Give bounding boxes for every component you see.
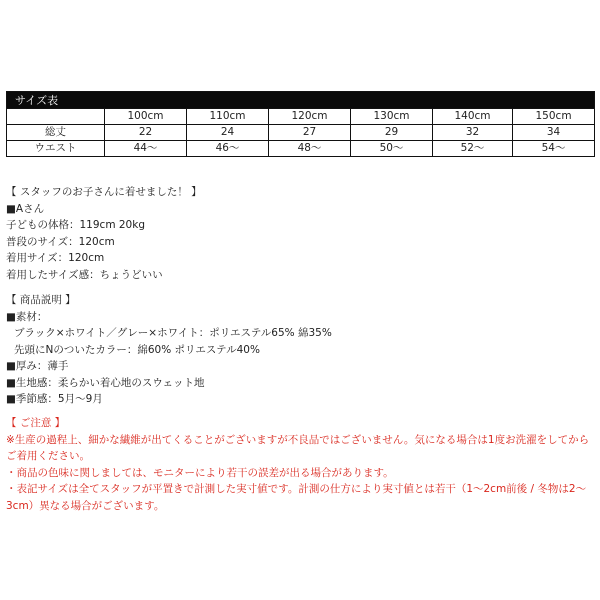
product-line: ■生地感：柔らかい着心地のスウェット地 [6,376,205,389]
notice-line: 3cm）異なる場合がございます。 [6,499,165,512]
table-cell: 50～ [351,141,433,157]
size-table-header-row [7,109,595,125]
size-table-corner [7,109,105,125]
table-row [7,125,595,141]
table-cell: 27 [269,125,351,141]
material-line: ブラック×ホワイト／グレー×ホワイト：ポリエステル65% 綿35% [14,327,332,339]
notice-line: ・商品の色味に関しましては、モニターにより若干の誤差が出る場合があります。 [6,466,394,479]
staff-line: 着用したサイズ感：ちょうどいい [6,268,163,281]
table-cell: 46～ [187,141,269,157]
notice-section [6,415,589,514]
staff-heading: 【 スタッフのお子さんに着せました！ 】 [6,186,202,198]
product-heading: 【 商品説明 】 [6,294,76,306]
staff-line: 着用サイズ：120cm [6,252,105,264]
table-row [7,141,595,157]
column-header: 150cm [513,109,595,125]
column-header: 120cm [269,109,351,125]
row-label: 総丈 [7,125,105,141]
table-cell: 52～ [433,141,513,157]
table-cell: 24 [187,125,269,141]
table-cell: 48～ [269,141,351,157]
table-cell: 44～ [105,141,187,157]
column-header: 110cm [187,109,269,125]
row-label: ウエスト [7,141,105,157]
product-section [6,292,332,408]
table-cell: 32 [433,125,513,141]
column-header: 140cm [433,109,513,125]
column-header: 130cm [351,109,433,125]
size-table-title: サイズ表 [7,92,595,109]
material-line: 先頭にNのついたカラー：綿60% ポリエステル40% [14,343,260,356]
size-table-title-row [7,92,595,109]
staff-line: ■Aさん [6,202,45,215]
staff-section [6,184,202,283]
notice-line: ・表記サイズは全てスタッフが平置きで計測した実寸値です。計測の仕方により実寸値とは若干（1～2cm前後 / 冬物は2～ [6,483,587,495]
notice-line: ご着用ください。 [6,450,90,462]
table-cell: 34 [513,125,595,141]
size-table [6,91,595,157]
notice-heading: 【 ご注意 】 [6,417,66,429]
size-table-container [6,91,594,157]
table-cell: 29 [351,125,433,141]
staff-line: 子どもの体格：119cm 20kg [6,219,145,231]
staff-line: 普段のサイズ：120cm [6,235,115,248]
column-header: 100cm [105,109,187,125]
product-line: ■季節感：5月～9月 [6,393,103,405]
product-line: ■厚み：薄手 [6,360,69,372]
table-cell: 22 [105,125,187,141]
table-cell: 54～ [513,141,595,157]
notice-line: ※生産の過程上、細かな繊維が出てくることがございますが不良品ではございません。気になる場合は1度お洗濯をしてから [6,433,590,446]
material-label: ■素材： [6,310,48,323]
